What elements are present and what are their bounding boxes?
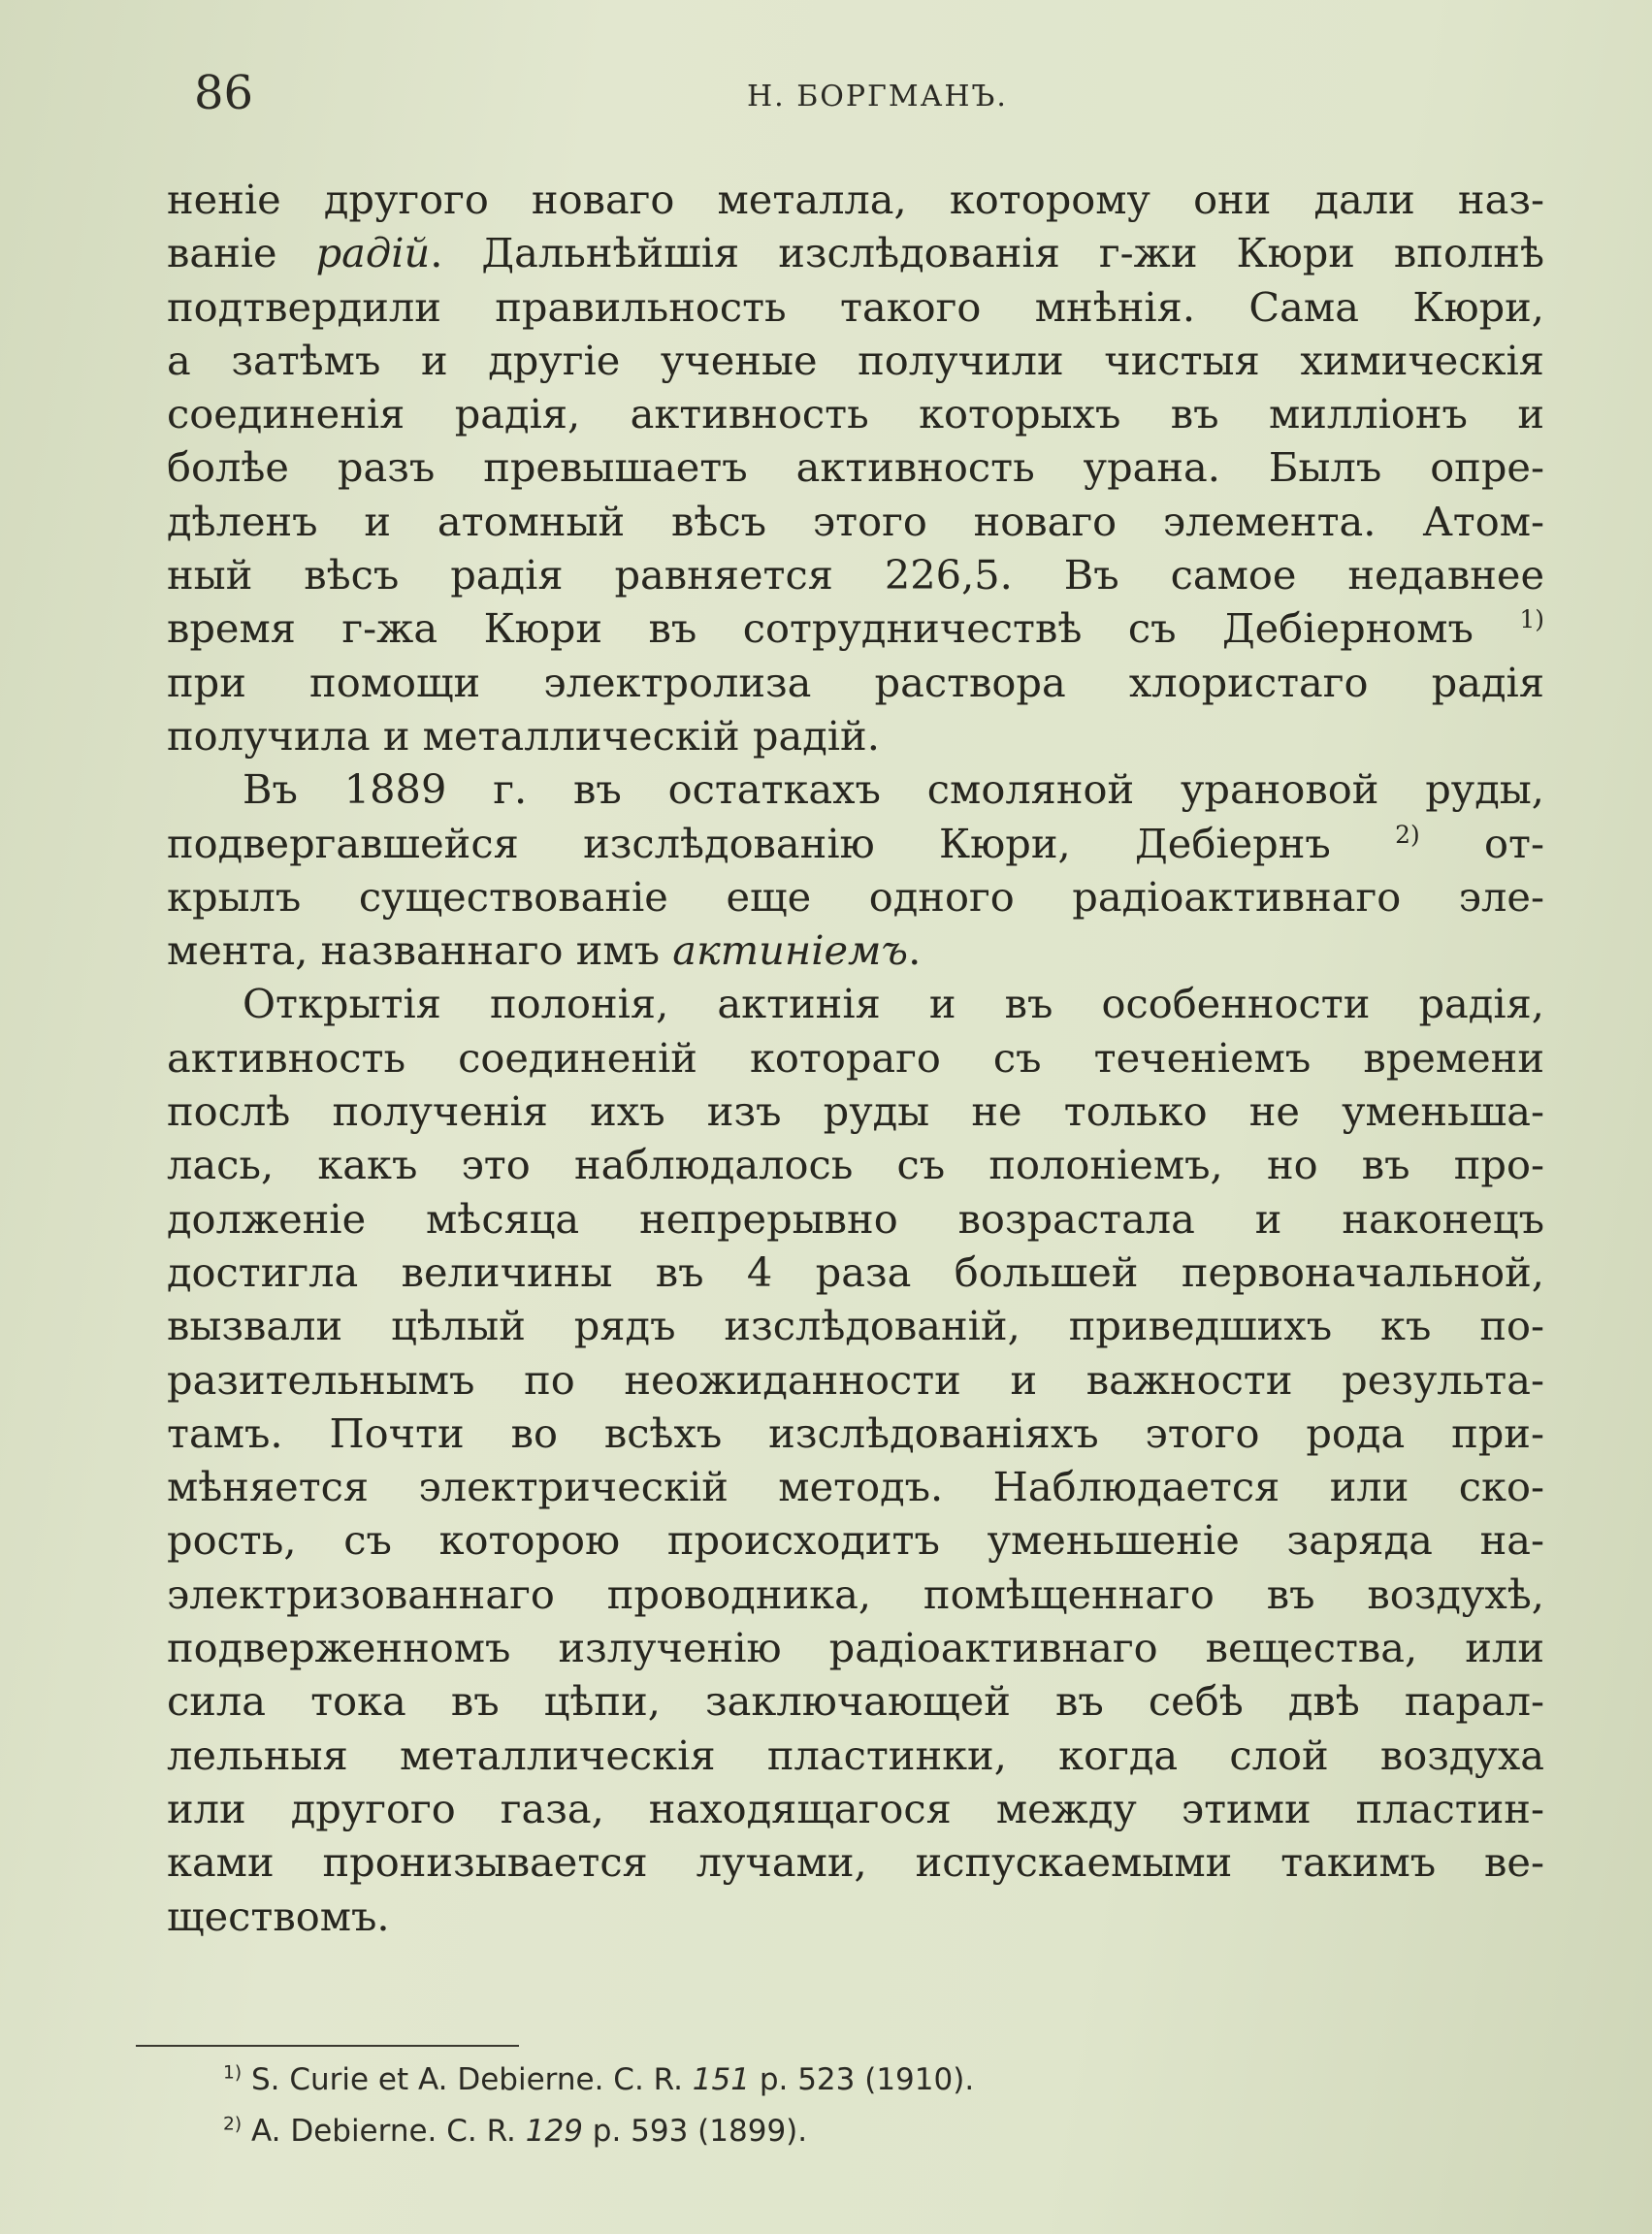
footnote-mark: 2) xyxy=(223,2114,243,2135)
text-line xyxy=(167,923,1544,977)
running-head: Н. БОРГМАНЪ. xyxy=(747,80,1008,113)
text-line: достигла величины въ 4 раза большей первоначальной, xyxy=(167,1247,1544,1296)
footnote-rule xyxy=(136,2045,519,2047)
page-header xyxy=(194,60,1552,128)
text-line: дѣленъ и атомный вѣсъ этого новаго элемента. Атом- xyxy=(167,497,1544,545)
text-line: соединенія радія, активность которыхъ въ милліонъ и xyxy=(167,390,1544,438)
text-span: . Дальнѣйшія изслѣдованія г-жи Кюри вполнѣ xyxy=(430,229,1544,277)
text-line xyxy=(167,817,1544,870)
text-line: крылъ существованіе еще одного радіоактивнаго эле- xyxy=(167,872,1544,921)
text-line: неніе другого новаго металла, которому они дали наз- xyxy=(167,176,1544,223)
text-line: мѣняется электрическій методъ. Наблюдается или ско- xyxy=(167,1463,1544,1511)
text-line: при помощи электролиза раствора хлористаго радія xyxy=(167,658,1544,706)
text-line: активность соединеній котораго съ теченіемъ времени xyxy=(167,1033,1544,1082)
footnote xyxy=(223,2055,1387,2106)
text-line: подтвердили правильность такого мнѣнія. Сама Кюри, xyxy=(167,282,1544,331)
text-line: получила и металлическій радій. xyxy=(167,711,880,760)
page-number: 86 xyxy=(194,66,254,120)
text-line: Открытія полонія, актинія и въ особенности радія, xyxy=(243,980,1544,1028)
text-line xyxy=(167,226,1544,279)
footnotes xyxy=(223,2055,1387,2157)
italic-term: радій xyxy=(315,229,431,277)
footnote-mark: 1) xyxy=(223,2062,243,2084)
body-text xyxy=(167,173,1544,1943)
text-line: рость, съ которою происходитъ уменьшеніе заряда на- xyxy=(167,1516,1544,1565)
paragraph xyxy=(167,977,1544,1942)
text-line: подверженномъ излученію радіоактивнаго вещества, или xyxy=(167,1624,1544,1672)
text-line: а затѣмъ и другіе ученые получили чистыя химическія xyxy=(167,336,1544,384)
text-line: сила тока въ цѣпи, заключающей въ себѣ двѣ парал- xyxy=(167,1677,1544,1726)
text-span: мента, названнаго имъ xyxy=(167,926,673,975)
italic-term: актиніемъ xyxy=(672,926,909,975)
text-line: болѣе разъ превышаетъ активность урана. Былъ опре- xyxy=(167,443,1544,492)
footnote-volume: 151 xyxy=(692,2062,750,2097)
footnote-text: p. 523 (1910). xyxy=(749,2062,975,2097)
text-line: лельныя металлическія пластинки, когда слой воздуха xyxy=(167,1731,1544,1779)
footnote-volume: 129 xyxy=(525,2114,583,2149)
text-line: ный вѣсъ радія равняется 226,5. Въ самое недавнее xyxy=(167,551,1544,599)
footnote-ref: 1) xyxy=(1519,605,1544,634)
footnote-text: p. 593 (1899). xyxy=(582,2114,808,2149)
text-span: подвергавшейся изслѣдованію Кюри, Дебіернъ xyxy=(167,819,1396,867)
paragraph xyxy=(167,173,1544,762)
text-line: долженіе мѣсяца непрерывно возрастала и наконецъ xyxy=(167,1194,1544,1243)
footnote-text: S. Curie et A. Debierne. C. R. xyxy=(242,2062,693,2097)
footnote-text: A. Debierne. C. R. xyxy=(242,2114,526,2149)
text-line: вызвали цѣлый рядъ изслѣдованій, приведшихъ къ по- xyxy=(167,1302,1544,1350)
text-line: или другого газа, находящагося между этими пластин- xyxy=(167,1784,1544,1832)
text-line: тамъ. Почти во всѣхъ изслѣдованіяхъ этого рода при- xyxy=(167,1408,1544,1457)
text-line: разительнымъ по неожиданности и важности результа- xyxy=(167,1355,1544,1404)
text-span: ваніе xyxy=(167,229,316,277)
text-span: . xyxy=(908,926,922,975)
text-line: послѣ полученія ихъ изъ руды не только не уменьша- xyxy=(167,1087,1544,1136)
text-span: от- xyxy=(1419,819,1544,867)
footnote xyxy=(223,2106,1387,2157)
text-line: ществомъ. xyxy=(167,1892,390,1940)
text-line: электризованнаго проводника, помѣщеннаго въ воздухѣ, xyxy=(167,1570,1544,1618)
text-line: ками пронизывается лучами, испускаемыми такимъ ве- xyxy=(167,1838,1544,1887)
text-line xyxy=(167,601,1544,655)
text-span: время г-жа Кюри въ сотрудничествѣ съ Дебіерномъ xyxy=(167,604,1520,653)
footnote-ref: 2) xyxy=(1395,820,1420,849)
text-line: Въ 1889 г. въ остаткахъ смоляной урановой руды, xyxy=(243,765,1544,814)
paragraph xyxy=(167,762,1544,977)
text-line: лась, какъ это наблюдалось съ полоніемъ, но въ про- xyxy=(167,1141,1544,1189)
